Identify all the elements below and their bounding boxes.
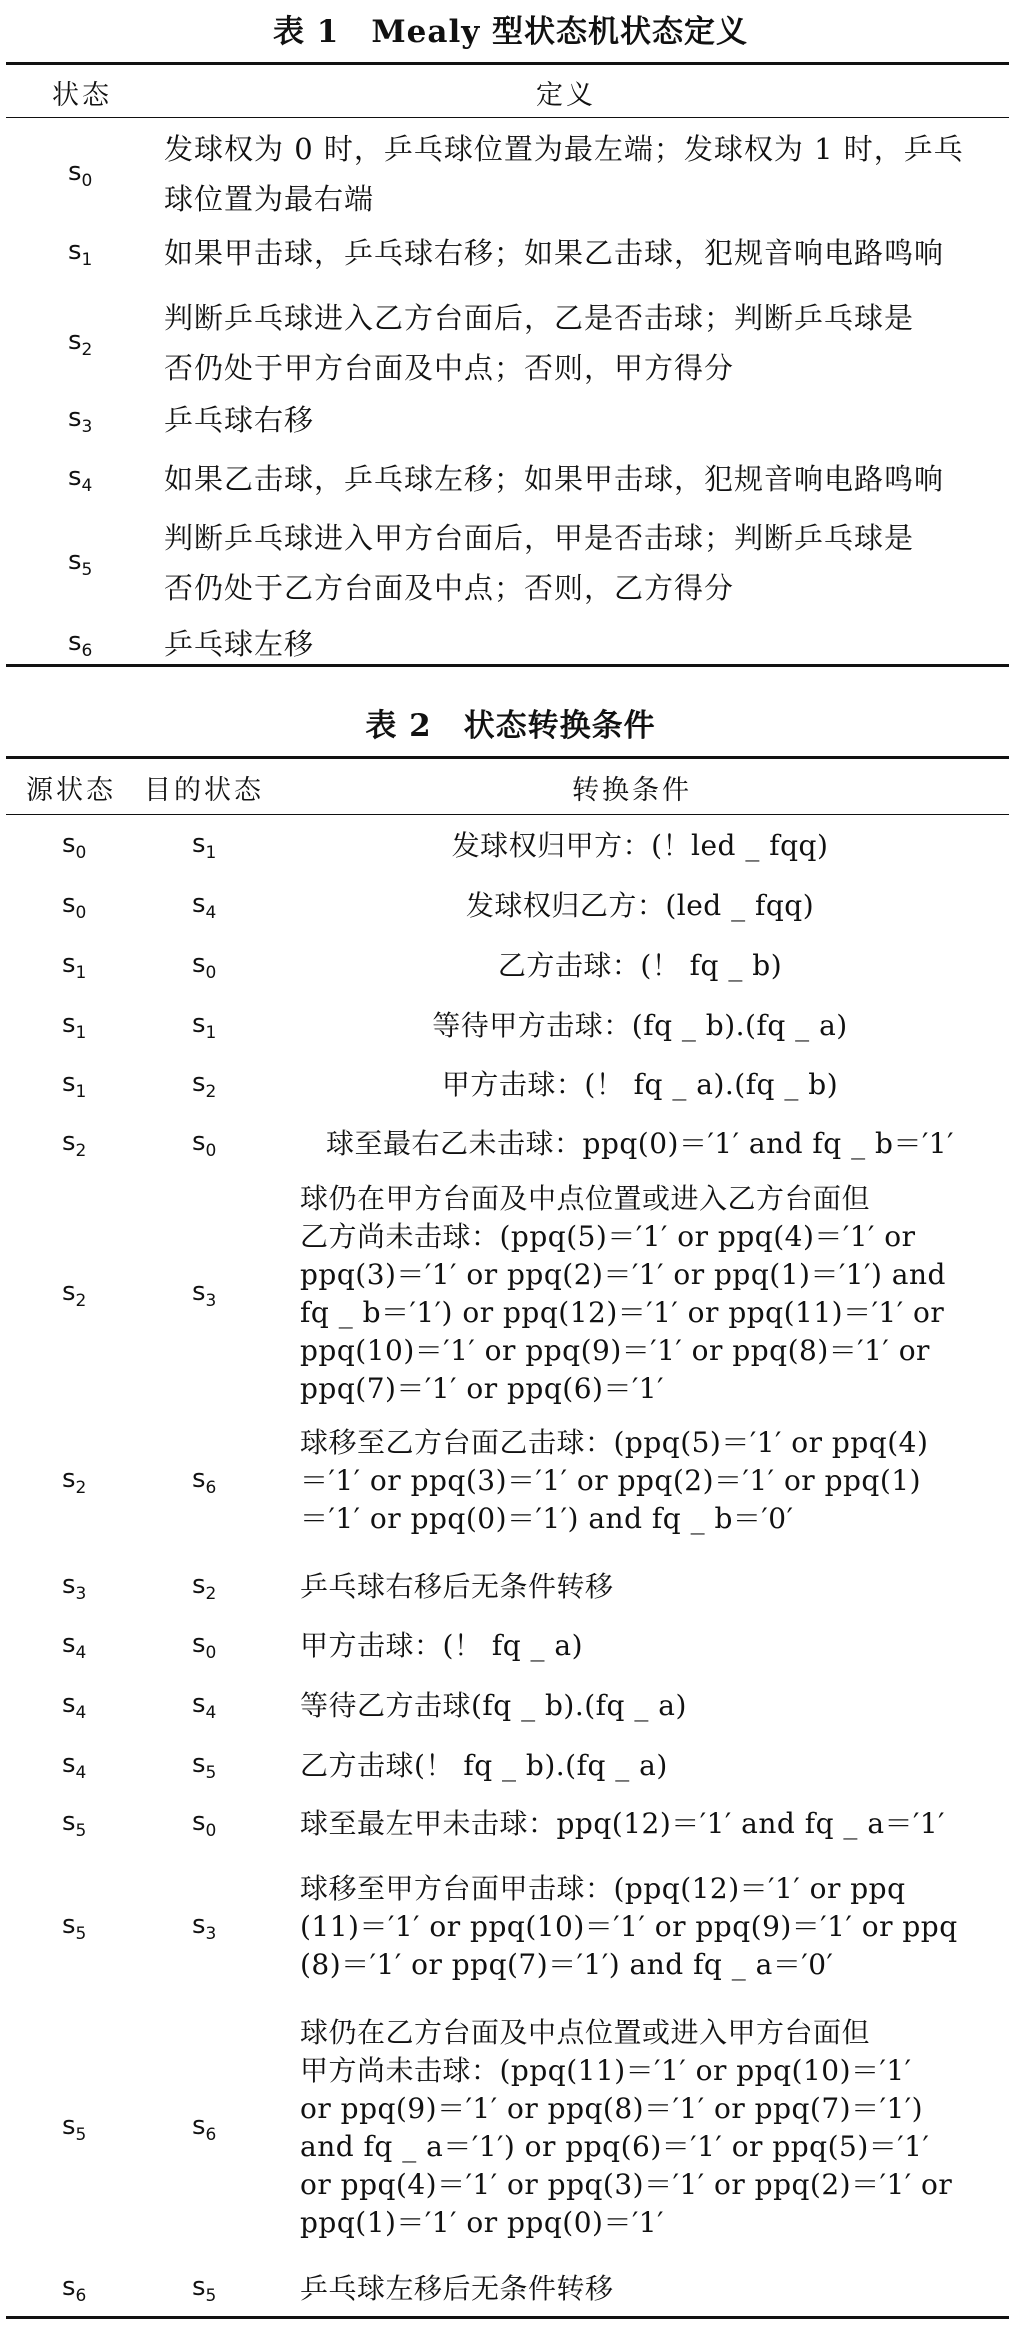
table2-condition-line: ppq(7)＝′1′ or ppq(6)＝′1′ bbox=[300, 1372, 664, 1405]
table2-source-state: $s_1$ bbox=[62, 949, 87, 984]
table2-target-state: $s_4$ bbox=[192, 1689, 217, 1724]
table2-source-state: $s_2$ bbox=[62, 1127, 87, 1162]
table2-condition-line: fq _ b＝′1′) or ppq(12)＝′1′ or ppq(11)＝′1′ or bbox=[300, 1296, 945, 1329]
table2-condition-line: ppq(3)＝′1′ or ppq(2)＝′1′ or ppq(1)＝′1′) and bbox=[300, 1258, 946, 1291]
table2-condition-line: 球至最左甲未击球：ppq(12)＝′1′ and fq _ a＝′1′ bbox=[300, 1807, 946, 1840]
table2-source-state: $s_0$ bbox=[62, 829, 87, 864]
table2-condition-line: 乒乓球右移后无条件转移 bbox=[300, 1570, 614, 1603]
table2-target-state: $s_1$ bbox=[192, 1009, 217, 1044]
table2-condition-line: 甲方尚未击球：(ppq(11)＝′1′ or ppq(10)＝′1′ bbox=[300, 2054, 912, 2087]
table2-source-state: $s_2$ bbox=[62, 1277, 87, 1312]
table2-target-state: $s_6$ bbox=[192, 2111, 217, 2146]
table1-definition-line: 乒乓球右移 bbox=[164, 403, 315, 437]
table2-target-state: $s_1$ bbox=[192, 829, 217, 864]
table1-state-cell: $s_3$ bbox=[68, 403, 93, 438]
table1-state-cell: $s_5$ bbox=[68, 546, 93, 581]
table2-header-source: 源状态 bbox=[26, 775, 116, 806]
table2-condition-line: ppq(1)＝′1′ or ppq(0)＝′1′ bbox=[300, 2206, 664, 2239]
table2-condition-line: 球移至甲方台面甲击球：(ppq(12)＝′1′ or ppq bbox=[300, 1872, 906, 1905]
table1-top-rule bbox=[6, 62, 1009, 65]
table2-target-state: $s_3$ bbox=[192, 1910, 217, 1945]
table1-header-definition: 定义 bbox=[536, 80, 596, 111]
table2-target-state: $s_0$ bbox=[192, 1629, 217, 1664]
table2-condition-line: 球仍在甲方台面及中点位置或进入乙方台面但 bbox=[300, 1182, 871, 1215]
table1-header-state: 状态 bbox=[52, 80, 112, 111]
table2-target-state: $s_6$ bbox=[192, 1464, 217, 1499]
table2-condition-line: 球仍在乙方台面及中点位置或进入甲方台面但 bbox=[300, 2016, 871, 2049]
table2-target-state: $s_5$ bbox=[192, 2272, 217, 2307]
table2-condition-line: and fq _ a＝′1′) or ppq(6)＝′1′ or ppq(5)＝′1′ bbox=[300, 2130, 930, 2163]
table2-condition-line: ＝′1′ or ppq(3)＝′1′ or ppq(2)＝′1′ or ppq(1) bbox=[300, 1464, 922, 1497]
table2-condition-line: 发球权归甲方：(！led _ fqq) bbox=[451, 829, 829, 862]
table2-condition-line: ＝′1′ or ppq(0)＝′1′) and fq _ b＝′0′ bbox=[300, 1502, 794, 1535]
table2-condition-line: 发球权归乙方：(led _ fqq) bbox=[465, 889, 815, 922]
table2-source-state: $s_4$ bbox=[62, 1749, 87, 1784]
table2-source-state: $s_4$ bbox=[62, 1689, 87, 1724]
table2-target-state: $s_3$ bbox=[192, 1277, 217, 1312]
table1-bottom-rule bbox=[6, 664, 1009, 667]
table1-definition-line: 乒乓球左移 bbox=[164, 627, 315, 661]
table2-condition-line: or ppq(4)＝′1′ or ppq(3)＝′1′ or ppq(2)＝′1′ or bbox=[300, 2168, 953, 2201]
table1-definition-line: 发球权为 0 时，乒乓球位置为最左端；发球权为 1 时，乒乓 bbox=[164, 132, 964, 166]
table2-source-state: $s_6$ bbox=[62, 2272, 87, 2307]
table1-definition-line: 判断乒乓球进入乙方台面后，乙是否击球；判断乒乓球是 bbox=[164, 301, 915, 335]
table2-condition-line: 甲方击球：(！ fq _ a) bbox=[300, 1629, 584, 1662]
table1-definition-line: 否仍处于甲方台面及中点；否则，甲方得分 bbox=[164, 351, 735, 385]
table2-condition-line: 乙方击球：(！ fq _ b) bbox=[497, 949, 783, 982]
table2-condition-line: 等待甲方击球：(fq _ b).(fq _ a) bbox=[432, 1009, 848, 1042]
table2-source-state: $s_3$ bbox=[62, 1570, 87, 1605]
table2-target-state: $s_5$ bbox=[192, 1749, 217, 1784]
table2-target-state: $s_2$ bbox=[192, 1068, 217, 1103]
table2-condition-line: 球移至乙方台面乙击球：(ppq(5)＝′1′ or ppq(4) bbox=[300, 1426, 929, 1459]
table2-header-condition: 转换条件 bbox=[572, 775, 692, 806]
table1-state-cell: $s_0$ bbox=[68, 157, 93, 192]
table2-condition-line: 等待乙方击球(fq _ b).(fq _ a) bbox=[300, 1689, 687, 1722]
table1-state-cell: $s_1$ bbox=[68, 236, 93, 271]
table2-condition-line: 乒乓球左移后无条件转移 bbox=[300, 2272, 614, 2305]
table1-definition-line: 否仍处于乙方台面及中点；否则，乙方得分 bbox=[164, 571, 735, 605]
table1-state-cell: $s_6$ bbox=[68, 627, 93, 662]
table2-source-state: $s_0$ bbox=[62, 889, 87, 924]
table2-header-rule bbox=[6, 814, 1009, 815]
table2-target-state: $s_0$ bbox=[192, 949, 217, 984]
table1-definition-line: 如果甲击球，乒乓球右移；如果乙击球，犯规音响电路鸣响 bbox=[164, 236, 945, 270]
table2-bottom-rule bbox=[6, 2316, 1009, 2319]
table1-header-rule bbox=[6, 117, 1009, 118]
table2-target-state: $s_0$ bbox=[192, 1127, 217, 1162]
table2-condition-line: ppq(10)＝′1′ or ppq(9)＝′1′ or ppq(8)＝′1′ or bbox=[300, 1334, 930, 1367]
table2-source-state: $s_5$ bbox=[62, 1910, 87, 1945]
table1-caption: 表 1 Mealy 型状态机状态定义 bbox=[272, 14, 749, 50]
table2-source-state: $s_4$ bbox=[62, 1629, 87, 1664]
table1-state-cell: $s_2$ bbox=[68, 326, 93, 361]
table2-source-state: $s_1$ bbox=[62, 1068, 87, 1103]
table1-definition-line: 球位置为最右端 bbox=[164, 182, 375, 216]
table2-target-state: $s_0$ bbox=[192, 1807, 217, 1842]
table2-condition-line: 球至最右乙未击球：ppq(0)＝′1′ and fq _ b＝′1′ bbox=[326, 1127, 954, 1160]
table2-condition-line: 乙方击球(！ fq _ b).(fq _ a) bbox=[300, 1749, 668, 1782]
table2-source-state: $s_1$ bbox=[62, 1009, 87, 1044]
table2-top-rule bbox=[6, 756, 1009, 759]
table2-source-state: $s_5$ bbox=[62, 2111, 87, 2146]
table1-definition-line: 判断乒乓球进入甲方台面后，甲是否击球；判断乒乓球是 bbox=[164, 521, 915, 555]
table1-state-cell: $s_4$ bbox=[68, 462, 93, 497]
table2-source-state: $s_2$ bbox=[62, 1464, 87, 1499]
table1-definition-line: 如果乙击球，乒乓球左移；如果甲击球，犯规音响电路鸣响 bbox=[164, 462, 945, 496]
table2-condition-line: 乙方尚未击球：(ppq(5)＝′1′ or ppq(4)＝′1′ or bbox=[300, 1220, 916, 1253]
table2-header-target: 目的状态 bbox=[144, 775, 264, 806]
table2-condition-line: 甲方击球：(！ fq _ a).(fq _ b) bbox=[441, 1068, 839, 1101]
table2-target-state: $s_2$ bbox=[192, 1570, 217, 1605]
table2-caption: 表 2 状态转换条件 bbox=[365, 708, 656, 744]
table2-condition-line: (11)＝′1′ or ppq(10)＝′1′ or ppq(9)＝′1′ or ppq bbox=[300, 1910, 958, 1943]
table2-source-state: $s_5$ bbox=[62, 1807, 87, 1842]
table2-condition-line: or ppq(9)＝′1′ or ppq(8)＝′1′ or ppq(7)＝′1′) bbox=[300, 2092, 924, 2125]
table2-target-state: $s_4$ bbox=[192, 889, 217, 924]
table2-condition-line: (8)＝′1′ or ppq(7)＝′1′) and fq _ a＝′0′ bbox=[300, 1948, 834, 1981]
